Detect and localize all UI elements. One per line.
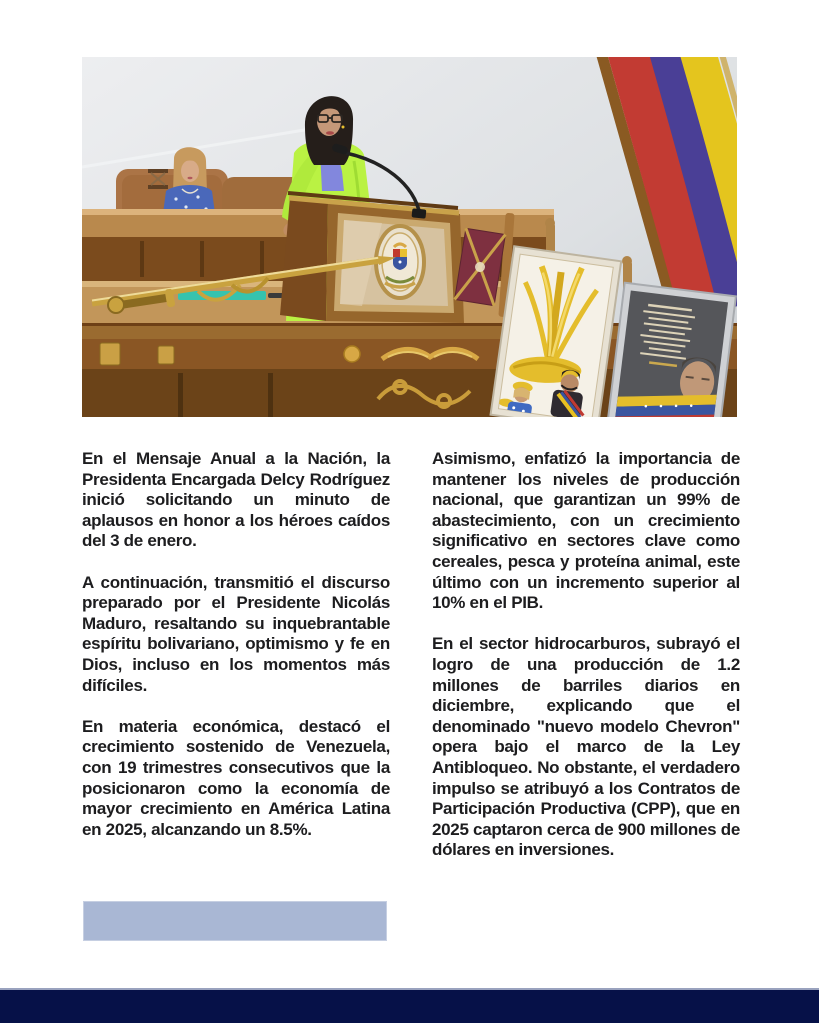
article-paragraph: En el Mensaje Anual a la Nación, la Presidenta Encargada Delcy Rodríguez inició solicitando un minuto de aplausos en honor a los héroes caídos del 3 de enero. [82, 449, 390, 551]
article-paragraph: En el sector hidrocarburos, subrayó el logro de una producción de 1.2 millones de barriles diarios en diciembre, explicando que el denominado "nuevo modelo Chevron" opera bajo el marco de la Ley Antibloqueo. No obstante, el verdadero impulso se atribuyó a los Contratos de Participación Productiva (CPP), que en 2025 captaron cerca de 900 millones de dólares en inversiones. [432, 634, 740, 860]
footer-bar [0, 988, 819, 1023]
article-column-left [82, 449, 390, 861]
article-column-right [432, 449, 740, 881]
article-paragraph: En materia económica, destacó el crecimiento sostenido de Venezuela, con 19 trimestres consecutivos que la posicionaron como la economía de mayor crecimiento en América Latina en 2025, alcanzando un 8.5%. [82, 716, 390, 839]
highlight-block [83, 901, 387, 941]
assembly-photo [82, 57, 737, 417]
article-paragraph: Asimismo, enfatizó la importancia de mantener los niveles de producción nacional, que garantizan un 99% de abastecimiento, con un crecimiento significativo en sectores clave como cereales, pesca y proteína animal, este último con un incremento superior al 10% en el PIB. [432, 449, 740, 613]
chavez-quote-frame [607, 283, 736, 417]
assembly-photo-illustration [82, 57, 737, 417]
maduro-portrait-frame [491, 246, 622, 417]
article-paragraph: A continuación, transmitió el discurso preparado por el Presidente Nicolás Maduro, resaltando su inquebrantable espíritu bolivariano, optimismo y fe en Dios, incluso en los momentos más difíciles. [82, 572, 390, 695]
